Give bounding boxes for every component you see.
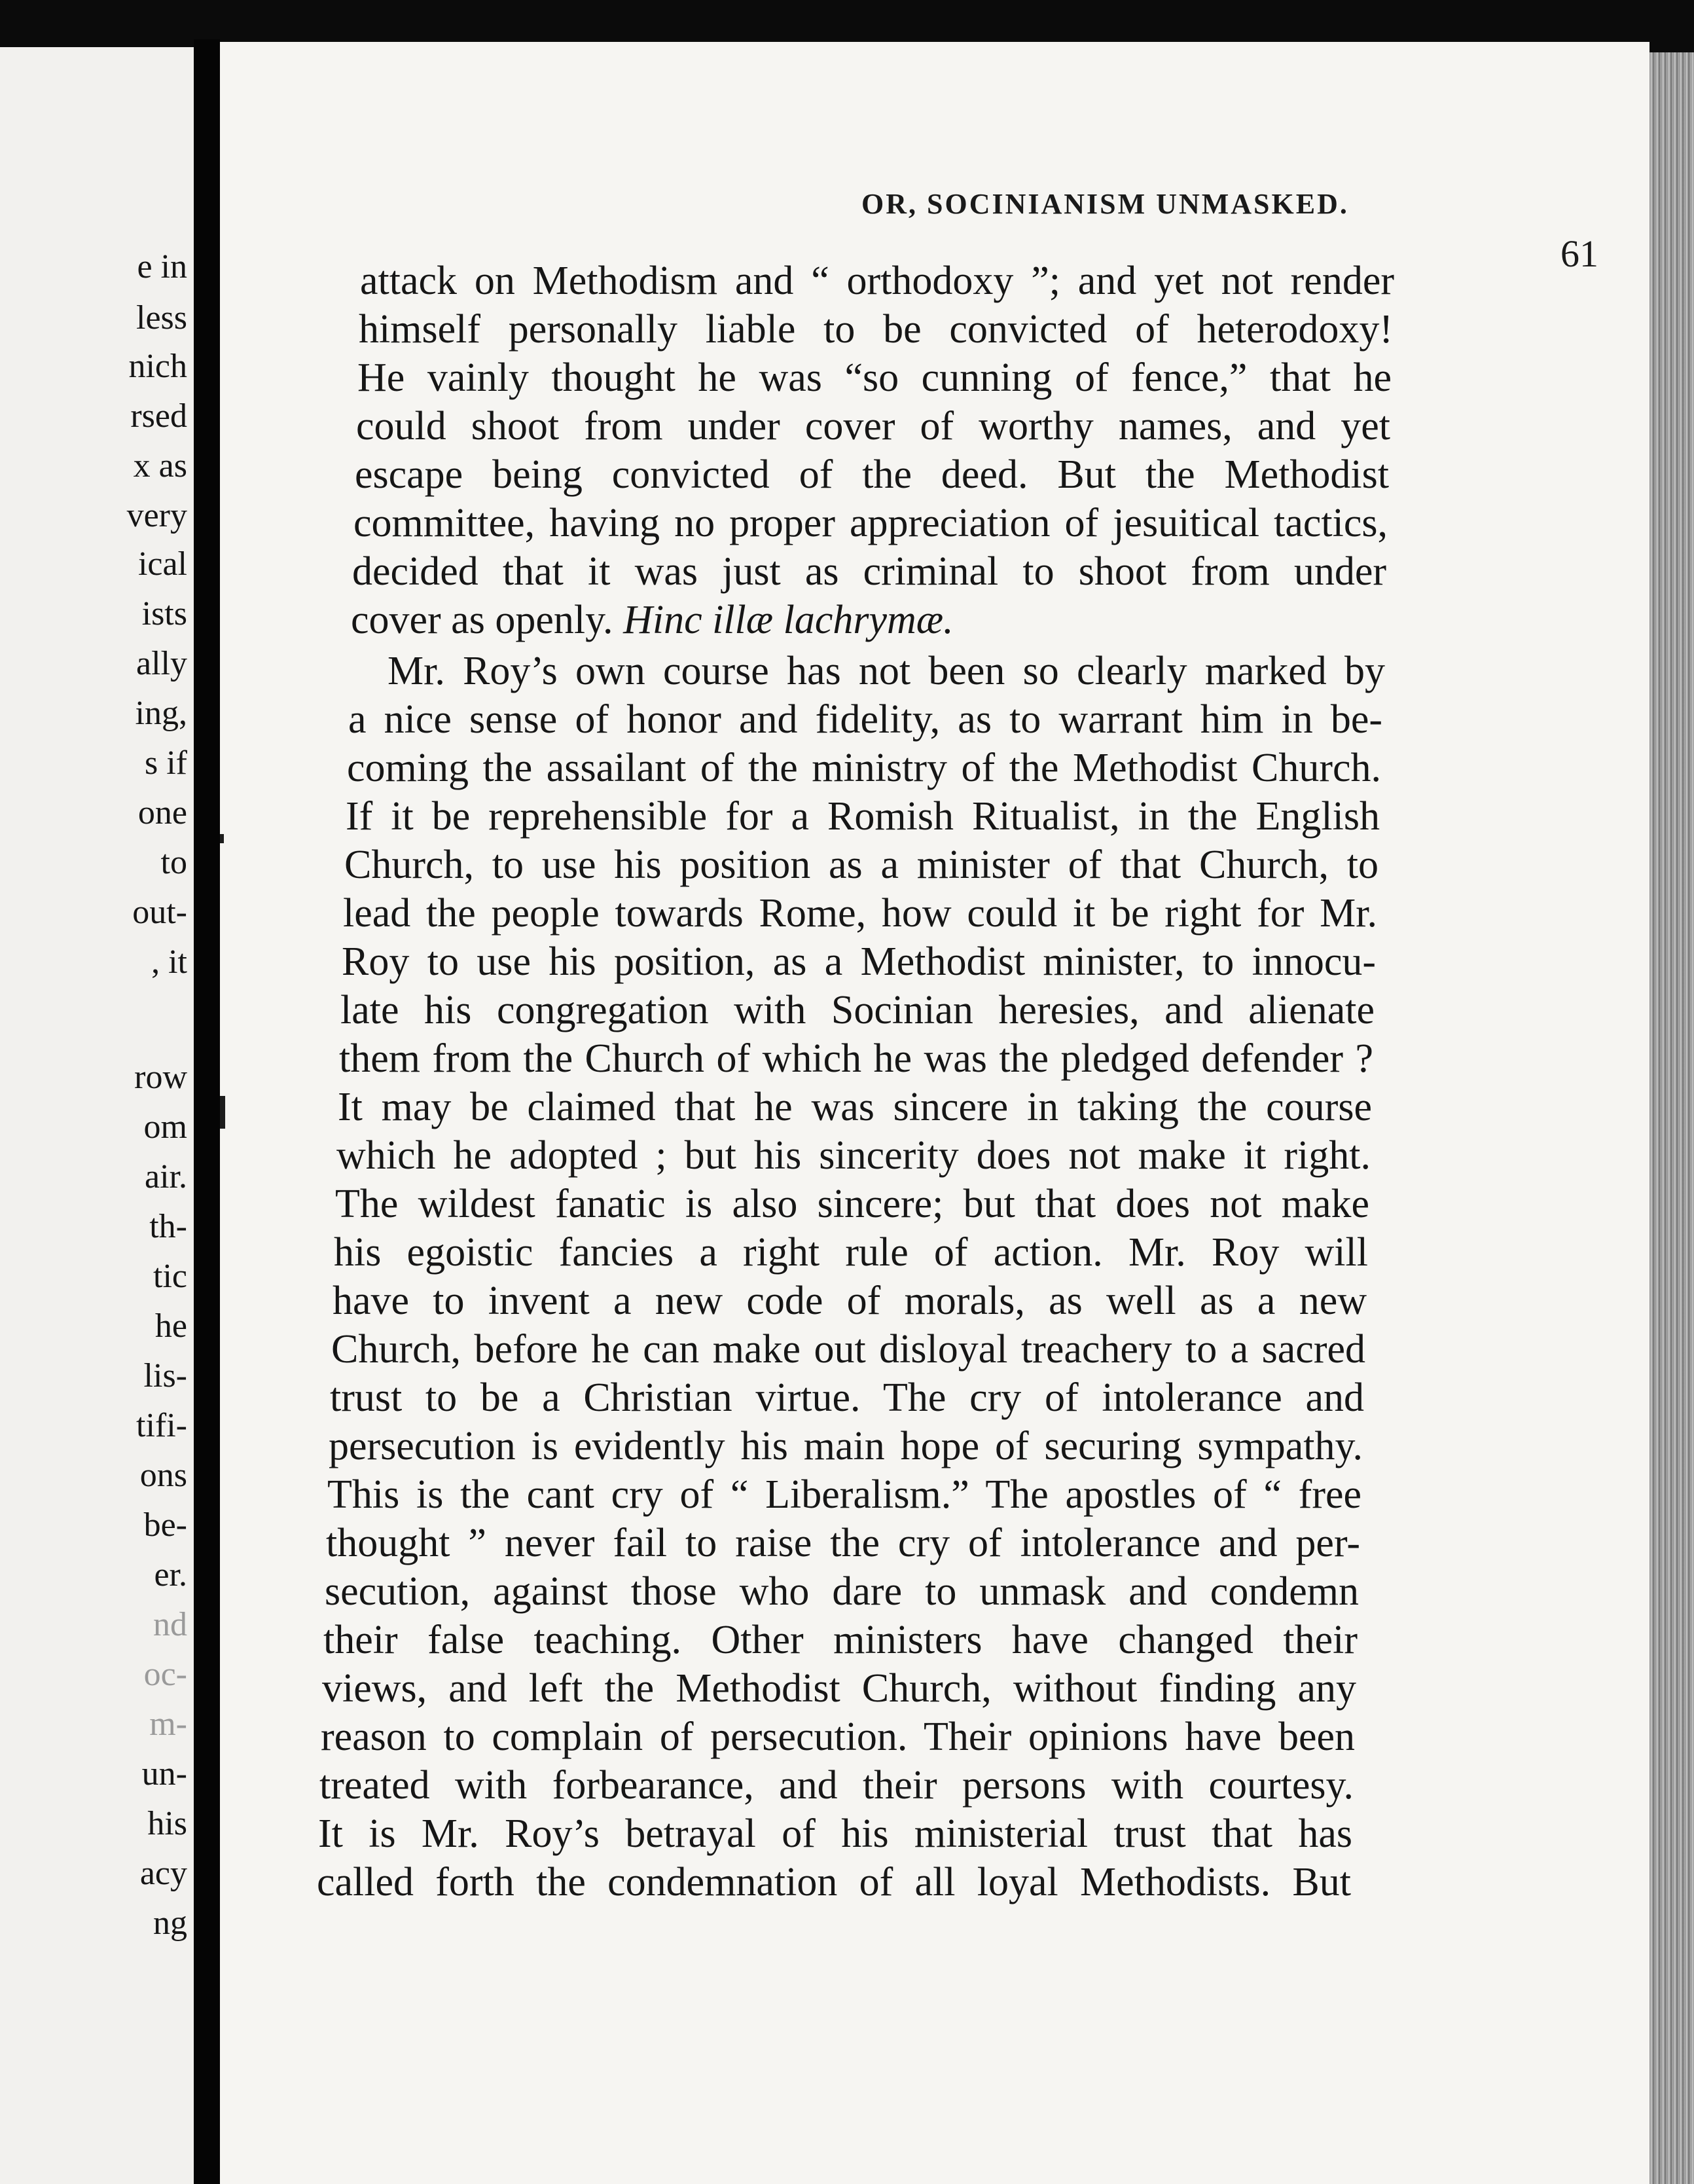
text-line: Church, to use his position as a minister of that Church, to — [344, 843, 1379, 887]
text-line: a nice sense of honor and fidelity, as to warrant him in be- — [348, 697, 1382, 742]
previous-page-line: be- — [143, 1506, 187, 1544]
book-gutter — [194, 39, 220, 2184]
previous-page-line: x as — [133, 447, 187, 484]
previous-page-line: , it — [151, 943, 187, 981]
text-line: called forth the condemnation of all loyal Methodists. But — [317, 1860, 1351, 1904]
text-line: cover as openly. — [351, 598, 613, 642]
running-head: OR, SOCINIANISM UNMASKED. — [861, 188, 1349, 220]
previous-page-line: th- — [149, 1208, 187, 1245]
previous-page-line: ons — [139, 1457, 187, 1494]
margin-mark — [220, 1096, 225, 1129]
page-number: 61 — [1560, 232, 1598, 275]
text-line: trust to be a Christian virtue. The cry of intolerance and — [330, 1375, 1364, 1420]
page-stack-edge — [1649, 52, 1694, 2184]
book-page — [220, 42, 1649, 2184]
text-line: escape being convicted of the deed. But the Methodist — [355, 452, 1389, 497]
text-line: committee, having no proper appreciation of jesuitical tactics, — [353, 501, 1388, 545]
previous-page-line: one — [137, 794, 187, 831]
text-line: It is Mr. Roy’s betrayal of his ministerial trust that has — [318, 1811, 1352, 1856]
previous-page-line: ing, — [135, 695, 187, 732]
text-line: their false teaching. Other ministers have changed their — [323, 1618, 1358, 1662]
previous-page-line: very — [126, 497, 187, 534]
previous-page-fragment — [0, 47, 194, 2184]
text-line: He vainly thought he was “so cunning of fence,” that he — [357, 355, 1392, 400]
text-line: them from the Church of which he was the pledged defender ? — [339, 1036, 1373, 1081]
previous-page-line: tifi- — [136, 1407, 187, 1444]
previous-page-line: his — [147, 1805, 187, 1842]
previous-page-line: less — [136, 299, 187, 337]
text-line: late his congregation with Socinian heresies, and alienate — [340, 988, 1375, 1032]
text-line: reason to complain of persecution. Their opinions have been — [321, 1715, 1355, 1759]
text-line: Roy to use his position, as a Methodist minister, to innocu- — [342, 939, 1376, 984]
previous-page-line: tic — [153, 1258, 187, 1295]
previous-page-line: nd — [153, 1606, 187, 1643]
previous-page-line: nich — [128, 348, 187, 385]
previous-page-line: row — [134, 1059, 187, 1096]
text-line: treated with forbearance, and their persons with courtesy. — [319, 1763, 1354, 1808]
previous-page-line: lis- — [143, 1357, 187, 1394]
previous-page-line: m- — [149, 1705, 187, 1743]
previous-page-line: s if — [145, 744, 187, 782]
text-line: which he adopted ; but his sincerity does not make it right. — [336, 1133, 1371, 1178]
text-line: This is the cant cry of “ Liberalism.” The apostles of “ free — [327, 1472, 1361, 1517]
margin-mark — [220, 834, 224, 843]
previous-page-line: er. — [154, 1556, 187, 1593]
previous-page-line: ical — [137, 545, 187, 583]
previous-page-line: to — [160, 844, 187, 881]
text-line: The wildest fanatic is also sincere; but that does not make — [335, 1182, 1369, 1226]
text-line: persecution is evidently his main hope of securing sympathy. — [329, 1424, 1363, 1468]
text-line: thought ” never fail to raise the cry of intolerance and per- — [326, 1521, 1360, 1565]
text-line: Church, before he can make out disloyal treachery to a sacred — [331, 1327, 1365, 1372]
text-line: have to invent a new code of morals, as well as a new — [333, 1279, 1367, 1323]
previous-page-line: oc- — [143, 1656, 187, 1693]
previous-page-line: un- — [141, 1755, 187, 1793]
previous-page-line: acy — [139, 1855, 187, 1892]
text-line: could shoot from under cover of worthy names, and yet — [356, 404, 1390, 448]
text-line: himself personally liable to be convicted of heterodoxy! — [359, 307, 1393, 352]
previous-page-line: air. — [145, 1158, 187, 1195]
previous-page-line: rsed — [130, 397, 187, 435]
text-line: his egoistic fancies a right rule of action. Mr. Roy will — [334, 1230, 1368, 1275]
latin-phrase: Hinc illæ lachrymæ. — [623, 598, 954, 642]
previous-page-line: e in — [137, 248, 187, 285]
previous-page-line: ists — [141, 595, 187, 632]
previous-page-line: om — [143, 1108, 187, 1146]
paragraph-end-line — [351, 600, 1385, 640]
previous-page-line: ally — [136, 645, 187, 682]
text-line: If it be reprehensible for a Romish Ritualist, in the English — [346, 794, 1380, 839]
previous-page-line: ng — [153, 1904, 187, 1942]
paragraph-first-line: Mr. Roy’s own course has not been so clearly marked by — [387, 649, 1385, 693]
text-line: views, and left the Methodist Church, without finding any — [322, 1666, 1356, 1711]
previous-page-line: he — [154, 1307, 187, 1345]
text-line: attack on Methodism and “ orthodoxy ”; and yet not render — [360, 259, 1394, 303]
text-line: lead the people towards Rome, how could it be right for Mr. — [343, 891, 1377, 936]
text-line: secution, against those who dare to unmask and condemn — [325, 1569, 1359, 1614]
text-line: decided that it was just as criminal to shoot from under — [352, 549, 1386, 594]
text-line: coming the assailant of the ministry of the Methodist Church. — [347, 746, 1381, 790]
text-line: It may be claimed that he was sincere in taking the course — [338, 1085, 1372, 1129]
previous-page-line: out- — [132, 894, 187, 931]
